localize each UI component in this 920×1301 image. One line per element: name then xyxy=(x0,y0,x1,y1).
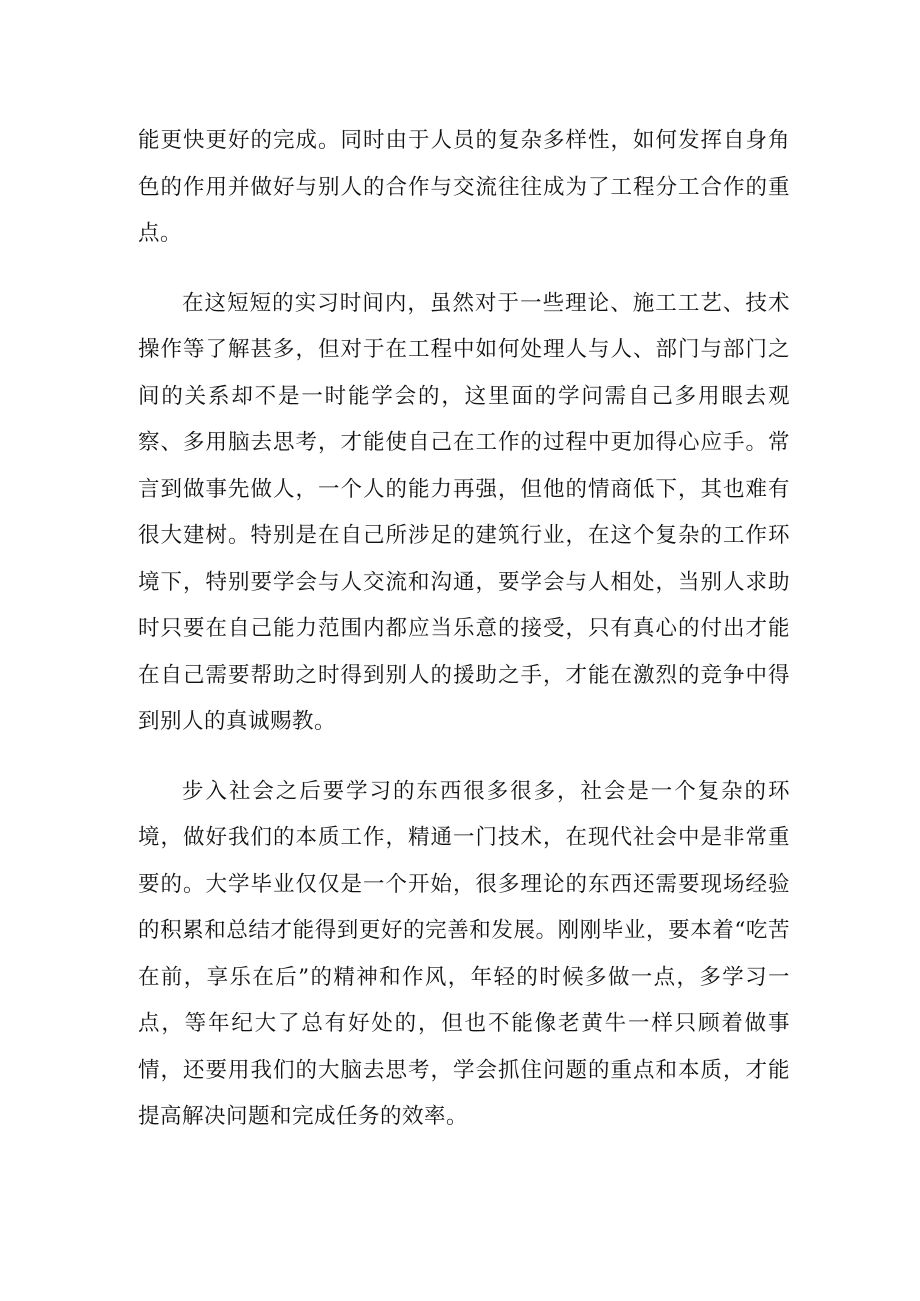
paragraph-1: 能更快更好的完成。同时由于人员的复杂多样性，如何发挥自身角色的作用并做好与别人的合作与交流往往成为了工程分工合作的重点。 xyxy=(138,128,790,246)
paragraph-2: 在这短短的实习时间内，虽然对于一些理论、施工工艺、技术操作等了解甚多，但对于在工程中如何处理人与人、部门与部门之间的关系却不是一时能学会的，这里面的学问需自己多用眼去观察、多用脑去思考，才能使自己在工作的过程中更加得心应手。常言到做事先做人，一个人的能力再强，但他的情商低下，其也难有很大建树。特别是在自己所涉足的建筑行业，在这个复杂的工作环境下，特别要学会与人交流和沟通，要学会与人相处，当别人求助时只要在自己能力范围内都应当乐意的接受，只有真心的付出才能在自己需要帮助之时得到别人的援助之手，才能在激烈的竞争中得到别人的真诚赐教。 xyxy=(138,290,790,734)
document-body xyxy=(138,118,790,1141)
paragraph-3: 步入社会之后要学习的东西很多很多，社会是一个复杂的环境，做好我们的本质工作，精通一门技术，在现代社会中是非常重要的。大学毕业仅仅是一个开始，很多理论的东西还需要现场经验的积累和总结才能得到更好的完善和发展。刚刚毕业，要本着“吃苦在前，享乐在后”的精神和作风，年轻的时候多做一点，多学习一点，等年纪大了总有好处的，但也不能像老黄牛一样只顾着做事情，还要用我们的大脑去思考，学会抓住问题的重点和本质，才能提高解决问题和完成任务的效率。 xyxy=(138,778,790,1129)
